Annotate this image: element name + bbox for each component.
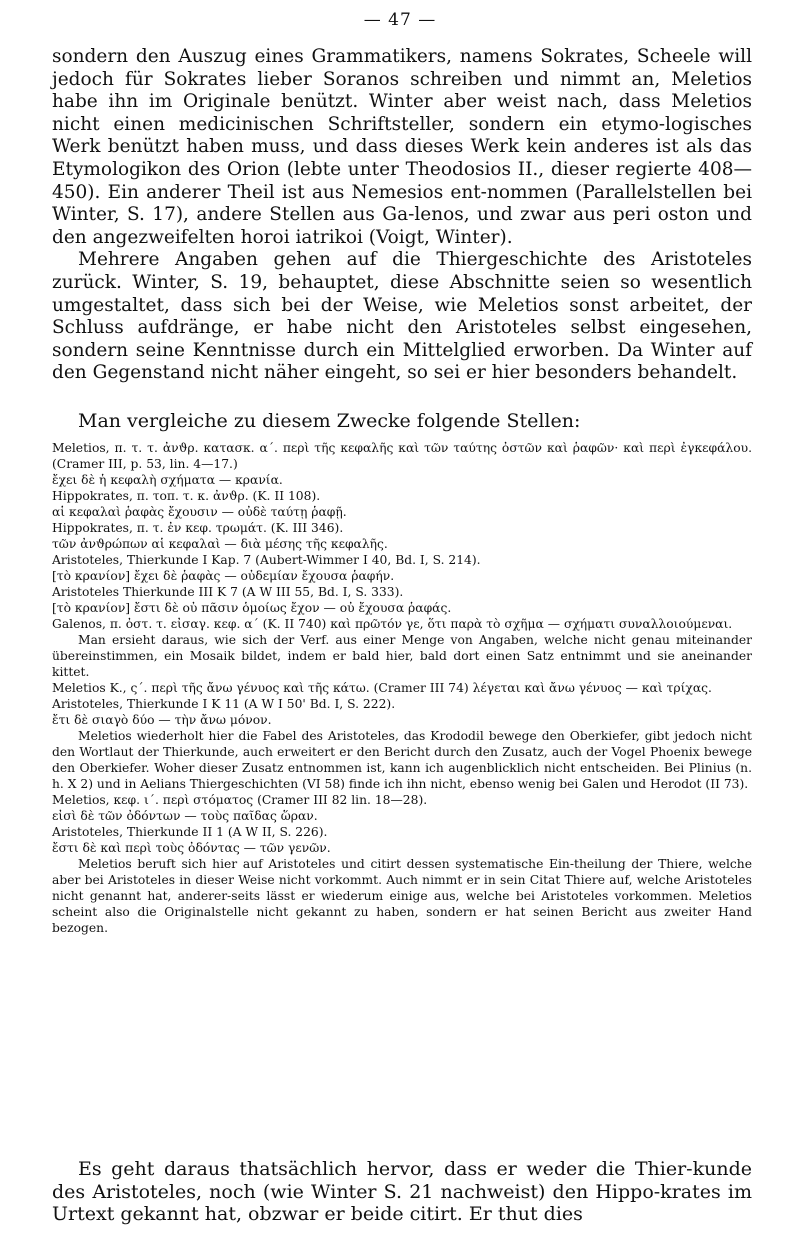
citation-line: Meletios, κεφ. ι΄. περὶ στόματος (Cramer III 82 lin. 18—28). bbox=[52, 793, 428, 807]
citation-line: εἰσὶ δὲ τῶν ὀδόντων — τοὺς παῖδας ὥραν. bbox=[52, 809, 318, 823]
citation-line: Galenos, π. ὀστ. τ. εἰσαγ. κεφ. α΄ (K. II 740) καὶ πρῶτόν γε, ὅτι παρὰ τὸ σχῆμα — σχήματι συναλλοιούμεναι. bbox=[52, 617, 733, 631]
compare-intro bbox=[52, 410, 752, 433]
citation-line: τῶν ἀνϑρώπων αἱ κεφαλαὶ — διὰ μέσης τῆς κεφαλῆς. bbox=[52, 537, 388, 551]
commentary-1: Man ersieht daraus, wie sich der Verf. aus einer Menge von Angaben, welche nicht genau miteinander übereinstimmen, ein Mosaik bildet, indem er bald hier, bald dort einen Satz entnimmt und sie aneinander kittet. bbox=[52, 633, 752, 679]
citation-line: Hippokrates, π. τ. ἐν κεφ. τρωμάτ. (K. III 346). bbox=[52, 521, 344, 535]
citation-line: ἔτι δὲ σιαγὸ δύο — τὴν ἄνω μόνον. bbox=[52, 713, 272, 727]
commentary-2: Meletios wiederholt hier die Fabel des Aristoteles, das Krododil bewege den Oberkiefer, gibt jedoch nicht den Wortlaut der Thierkunde, auch erweitert er den Bericht durch den Zusatz, auch der Vogel Phoenix bewege den Oberkiefer. Woher dieser Zusatz entnommen ist, kann ich augenblicklich nicht entscheiden. Bei Plinius (n. h. X 2) und in Aelians Thiergeschichten (VI 58) finde ich ihn nicht, ebenso wenig bei Galen und Herodot (II 73). bbox=[52, 729, 752, 791]
citation-line: Meletios, π. τ. τ. ἀνϑρ. κατασκ. α΄. περὶ τῆς κεφαλῆς καὶ τῶν ταύτης ὀστῶν καὶ ῥαφῶν· καὶ περὶ ἐγκεφάλου. (Cramer III, p. 53, lin. 4—17.) bbox=[52, 441, 752, 471]
citations-block-1 bbox=[52, 440, 752, 936]
citation-line: Aristoteles, Thierkunde II 1 (A W II, S. 226). bbox=[52, 825, 328, 839]
citation-line: [τὸ κρανίον] ἔχει δὲ ῥαφὰς — οὐδεμίαν ἔχουσα ῥαφήν. bbox=[52, 569, 395, 583]
commentary-3: Meletios beruft sich hier auf Aristoteles und citirt dessen systematische Ein-theilung der Thiere, welche aber bei Aristoteles in dieser Weise nicht vorkommt. Auch nimmt er in sein Citat Thiere auf, welche Aristoteles nicht genannt hat, anderer-seits lässt er wiederum einige aus, welche bei Aristoteles vorkommen. Meletios scheint also die Originalstelle nicht gekannt zu haben, sondern er hat seinen Bericht aus zweiter Hand bezogen. bbox=[52, 857, 752, 935]
citation-line: Aristoteles, Thierkunde I K 11 (A W I 50' Bd. I, S. 222). bbox=[52, 697, 396, 711]
compare-intro-text: Man vergleiche zu diesem Zwecke folgende Stellen: bbox=[78, 410, 581, 432]
final-text bbox=[52, 1158, 752, 1226]
citation-line: Aristoteles Thierkunde III K 7 (A W III 55, Bd. I, S. 333). bbox=[52, 585, 404, 599]
citation-line: Aristoteles, Thierkunde I Kap. 7 (Aubert-Wimmer I 40, Bd. I, S. 214). bbox=[52, 553, 481, 567]
citation-line: Hippokrates, π. τοπ. τ. κ. ἀνϑρ. (K. II 108). bbox=[52, 489, 321, 503]
paragraph-1: sondern den Auszug eines Grammatikers, namens Sokrates, Scheele will jedoch für Sokrates lieber Soranos schreiben und nimmt an, Meletios habe ihn im Originale benützt. Winter aber weist nach, dass Meletios nicht einen medicinischen Schriftsteller, sondern ein etymo-logisches Werk benützt haben muss, und dass dieses Werk kein anderes ist als das Etymologikon des Orion (lebte unter Theodosios II., dieser regierte 408—450). Ein anderer Theil ist aus Nemesios ent-nommen (Parallelstellen bei Winter, S. 17), andere Stellen aus Ga-lenos, und zwar aus peri oston und den angezweifelten horoi iatrikoi (Voigt, Winter). bbox=[52, 46, 752, 248]
citation-line: Meletios K., ς΄. περὶ τῆς ἄνω γένυος καὶ τῆς κάτω. (Cramer III 74) λέγεται καὶ ἄνω γένυος — καὶ τρίχας. bbox=[52, 681, 712, 695]
citation-line: ἔχει δὲ ἡ κεφαλὴ σχήματα — κρανία. bbox=[52, 473, 283, 487]
final-paragraph: Es geht daraus thatsächlich hervor, dass er weder die Thier-kunde des Aristoteles, noch (wie Winter S. 21 nachweist) den Hippo-krates im Urtext gekannt hat, obzwar er beide citirt. Er thut dies bbox=[52, 1158, 752, 1226]
citation-line: αἱ κεφαλαὶ ῥαφὰς ἔχουσιν — οὐδὲ ταύτῃ ῥαφῇ. bbox=[52, 505, 347, 519]
top-text bbox=[52, 46, 752, 385]
citation-line: ἔστι δὲ καὶ περὶ τοὺς ὀδόντας — τῶν γενῶν. bbox=[52, 841, 331, 855]
paragraph-2: Mehrere Angaben gehen auf die Thiergeschichte des Aristoteles zurück. Winter, S. 19, behauptet, diese Abschnitte seien so wesentlich umgestaltet, dass sich bei der Weise, wie Meletios sonst arbeitet, der Schluss aufdränge, er habe nicht den Aristoteles selbst eingesehen, sondern seine Kenntnisse durch ein Mittelglied erworben. Da Winter auf den Gegenstand nicht näher eingeht, so sei er hier besonders behandelt. bbox=[52, 249, 752, 384]
citation-line: [τὸ κρανίον] ἔστι δὲ οὐ πᾶσιν ὁμοίως ἔχον — οὐ ἔχουσα ῥαφάς. bbox=[52, 601, 452, 615]
page-number: — 47 — bbox=[363, 10, 437, 30]
